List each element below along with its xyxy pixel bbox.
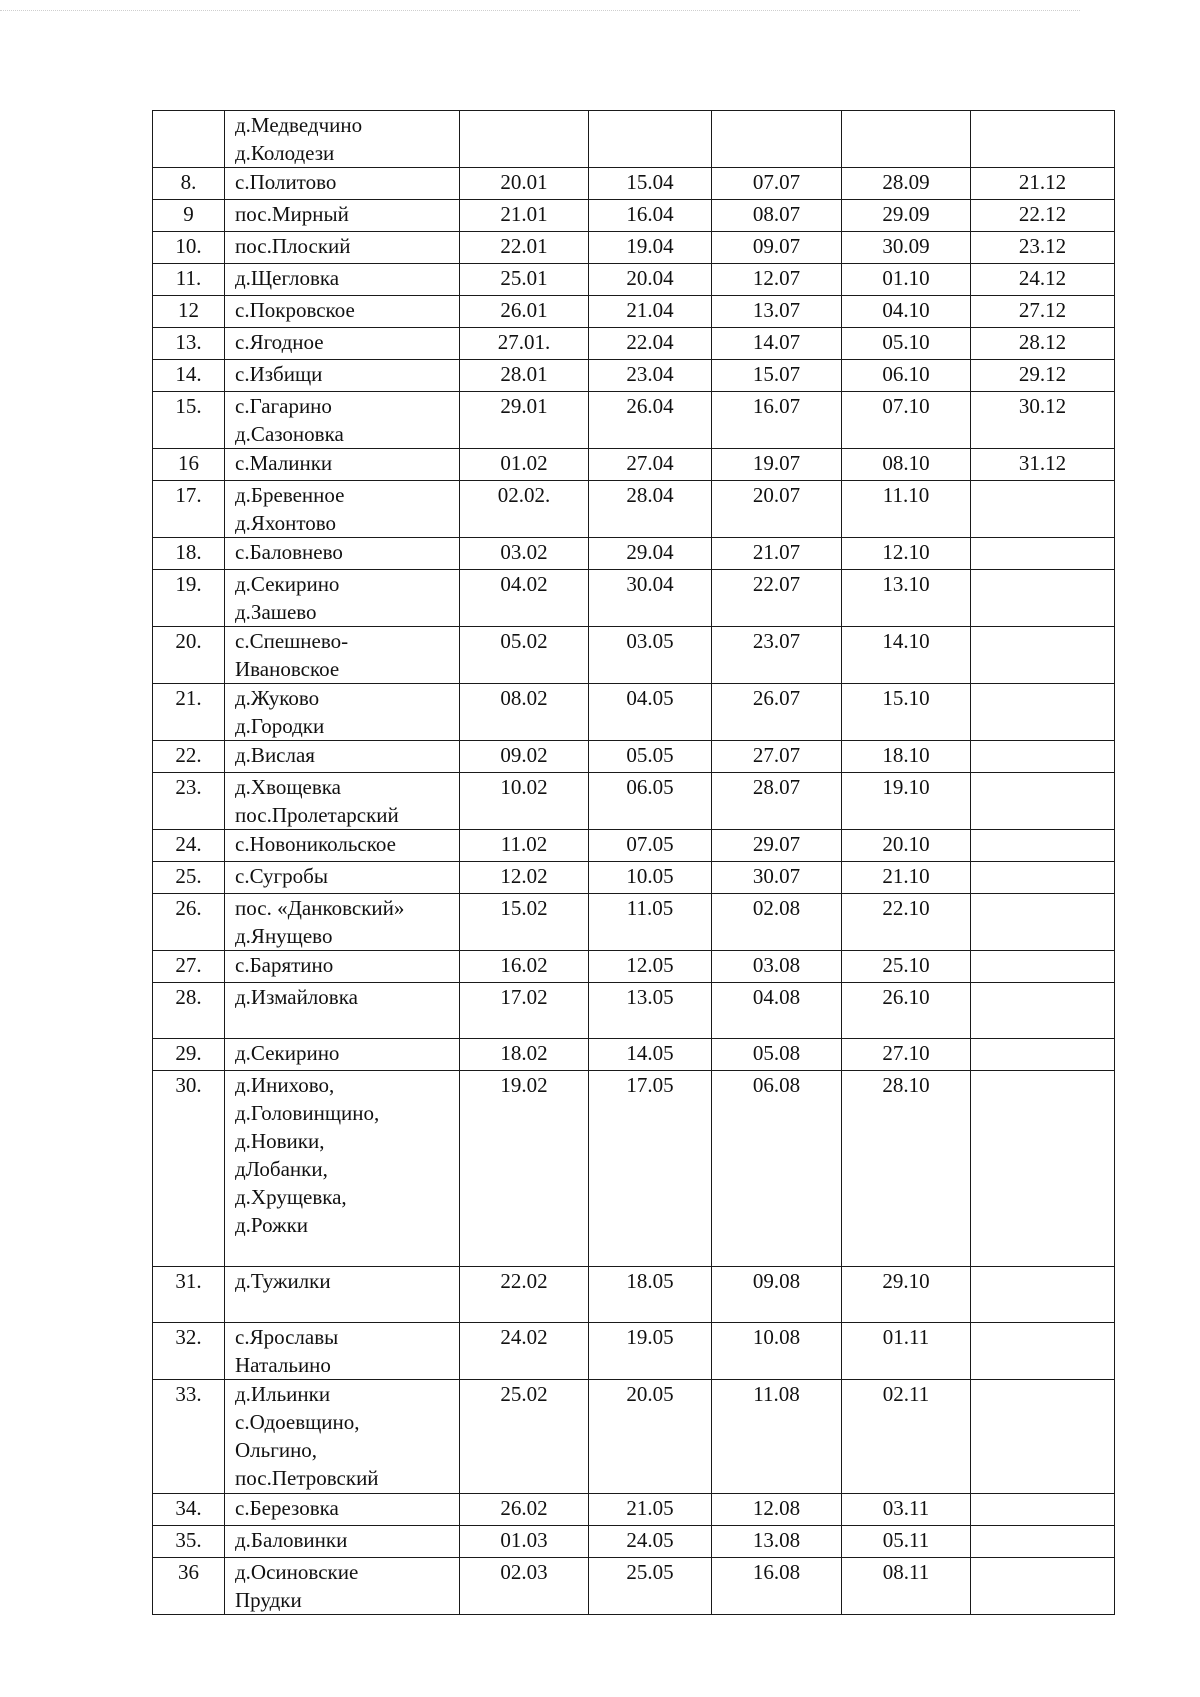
date-cell: 11.10 [842,481,971,538]
date-cell: 29.01 [460,392,589,449]
date-cell: 13.10 [842,570,971,627]
settlement-name: д.Ильинки [235,1382,331,1406]
date-cell: 10.05 [589,862,712,894]
date-cell: 01.03 [460,1526,589,1558]
row-number: 8. [153,168,225,200]
date-cell: 01.10 [842,264,971,296]
date-cell: 06.05 [589,773,712,830]
settlement-cell [225,200,460,232]
table-row [153,392,1115,449]
date-cell: 22.10 [842,894,971,951]
date-cell: 19.02 [460,1071,589,1267]
settlement-cell [225,894,460,951]
settlement-name: с.Березовка [235,1496,339,1520]
table-row [153,111,1115,168]
date-cell [589,111,712,168]
settlement-name: д.Колодези [235,141,335,165]
date-cell: 09.08 [712,1267,842,1323]
date-cell: 17.05 [589,1071,712,1267]
date-cell: 29.12 [971,360,1115,392]
date-cell: 01.02 [460,449,589,481]
settlement-name: с.Барятино [235,953,334,977]
date-cell: 05.05 [589,741,712,773]
settlement-cell [225,1323,460,1380]
settlement-name: д.Сазоновка [235,422,344,446]
date-cell: 28.09 [842,168,971,200]
date-cell: 05.11 [842,1526,971,1558]
date-cell: 16.07 [712,392,842,449]
settlement-name: д.Зашево [235,600,317,624]
date-cell: 07.07 [712,168,842,200]
settlement-name: д.Хрущевка, [235,1185,347,1209]
settlement-cell [225,773,460,830]
date-cell: 20.01 [460,168,589,200]
settlement-cell [225,1267,460,1323]
date-cell [971,830,1115,862]
date-cell [971,894,1115,951]
row-number: 25. [153,862,225,894]
table-row [153,1323,1115,1380]
date-cell: 14.05 [589,1039,712,1071]
row-number: 12 [153,296,225,328]
row-number: 22. [153,741,225,773]
settlement-name: пос.Петровский [235,1466,379,1490]
settlement-name: д.Новики, [235,1129,325,1153]
settlement-name: с.Сугробы [235,864,328,888]
settlement-name: д.Секирино [235,572,340,596]
date-cell [971,481,1115,538]
settlement-name: с.Спешнево- [235,629,349,653]
row-number: 18. [153,538,225,570]
date-cell: 18.02 [460,1039,589,1071]
settlement-name: дЛобанки, [235,1157,328,1181]
date-cell: 04.05 [589,684,712,741]
row-number: 30. [153,1071,225,1267]
settlement-cell [225,951,460,983]
settlement-cell [225,862,460,894]
settlement-cell [225,360,460,392]
date-cell: 26.02 [460,1494,589,1526]
date-cell: 16.08 [712,1558,842,1615]
row-number: 35. [153,1526,225,1558]
date-cell: 08.07 [712,200,842,232]
date-cell: 29.04 [589,538,712,570]
row-number: 31. [153,1267,225,1323]
date-cell: 06.10 [842,360,971,392]
row-number: 32. [153,1323,225,1380]
date-cell: 20.10 [842,830,971,862]
row-number: 17. [153,481,225,538]
date-cell: 13.05 [589,983,712,1039]
date-cell: 21.01 [460,200,589,232]
date-cell: 21.05 [589,1494,712,1526]
table-row [153,951,1115,983]
settlement-name: с.Ягодное [235,330,324,354]
date-cell: 03.05 [589,627,712,684]
table-row [153,538,1115,570]
row-number [153,111,225,168]
date-cell: 03.11 [842,1494,971,1526]
date-cell: 27.01. [460,328,589,360]
settlement-name: пос. «Данковский» [235,896,405,920]
date-cell: 07.05 [589,830,712,862]
table-row [153,894,1115,951]
date-cell: 27.10 [842,1039,971,1071]
settlement-name: с.Покровское [235,298,355,322]
table-row [153,983,1115,1039]
table-row [153,1558,1115,1615]
row-number: 19. [153,570,225,627]
table-row [153,481,1115,538]
date-cell: 02.08 [712,894,842,951]
date-cell: 25.02 [460,1380,589,1494]
settlement-name: с.Гагарино [235,394,332,418]
date-cell: 28.10 [842,1071,971,1267]
date-cell: 05.02 [460,627,589,684]
date-cell: 24.12 [971,264,1115,296]
date-cell [971,1558,1115,1615]
table-row [153,773,1115,830]
date-cell [971,684,1115,741]
settlement-cell [225,570,460,627]
date-cell: 29.09 [842,200,971,232]
row-number: 15. [153,392,225,449]
row-number: 9 [153,200,225,232]
settlement-cell [225,392,460,449]
settlement-name: Натальино [235,1353,331,1377]
settlement-name: с.Одоевщино, [235,1410,360,1434]
date-cell [842,111,971,168]
table-row [153,360,1115,392]
date-cell: 02.02. [460,481,589,538]
date-cell: 10.02 [460,773,589,830]
table-row [153,264,1115,296]
date-cell: 29.10 [842,1267,971,1323]
table-row [153,627,1115,684]
settlement-name: д.Вислая [235,743,315,767]
row-number: 36 [153,1558,225,1615]
date-cell: 08.10 [842,449,971,481]
settlement-name: пос.Пролетарский [235,803,399,827]
date-cell: 26.01 [460,296,589,328]
date-cell: 12.02 [460,862,589,894]
date-cell: 18.10 [842,741,971,773]
row-number: 34. [153,1494,225,1526]
date-cell: 28.07 [712,773,842,830]
row-number: 24. [153,830,225,862]
date-cell: 08.02 [460,684,589,741]
row-number: 21. [153,684,225,741]
settlement-name: д.Жуково [235,686,320,710]
date-cell: 11.05 [589,894,712,951]
settlement-name: д.Бревенное [235,483,345,507]
date-cell [971,862,1115,894]
row-number: 14. [153,360,225,392]
table-row [153,1494,1115,1526]
row-number: 11. [153,264,225,296]
table-row [153,862,1115,894]
settlement-cell [225,1494,460,1526]
table-row [153,570,1115,627]
table-row [153,1380,1115,1494]
date-cell: 20.04 [589,264,712,296]
table-row [153,1267,1115,1323]
row-number: 10. [153,232,225,264]
date-cell: 30.07 [712,862,842,894]
settlement-cell [225,830,460,862]
settlement-cell [225,1526,460,1558]
settlement-cell [225,1071,460,1267]
date-cell: 22.01 [460,232,589,264]
row-number: 20. [153,627,225,684]
date-cell: 06.08 [712,1071,842,1267]
date-cell: 13.08 [712,1526,842,1558]
date-cell: 19.07 [712,449,842,481]
settlement-name: д.Рожки [235,1213,309,1237]
date-cell: 27.04 [589,449,712,481]
date-cell: 23.04 [589,360,712,392]
date-cell: 12.10 [842,538,971,570]
settlement-cell [225,1380,460,1494]
date-cell: 22.02 [460,1267,589,1323]
settlement-name: Прудки [235,1588,302,1612]
settlement-name: д.Щегловка [235,266,340,290]
table-row [153,200,1115,232]
date-cell: 07.10 [842,392,971,449]
table-row [153,168,1115,200]
settlement-cell [225,1558,460,1615]
table-row [153,1039,1115,1071]
date-cell [971,627,1115,684]
date-cell: 15.10 [842,684,971,741]
settlement-name: с.Новоникольское [235,832,396,856]
date-cell: 29.07 [712,830,842,862]
settlement-name: пос.Мирный [235,202,349,226]
settlement-cell [225,538,460,570]
date-cell: 01.11 [842,1323,971,1380]
row-number: 33. [153,1380,225,1494]
settlement-name: д.Медведчино [235,113,363,137]
date-cell [971,773,1115,830]
date-cell [971,951,1115,983]
settlement-name: д.Хвощевка [235,775,341,799]
date-cell: 24.02 [460,1323,589,1380]
collection-schedule-table [152,110,1115,1615]
row-number: 27. [153,951,225,983]
date-cell: 15.04 [589,168,712,200]
date-cell: 05.08 [712,1039,842,1071]
row-number: 29. [153,1039,225,1071]
date-cell: 30.12 [971,392,1115,449]
date-cell: 28.04 [589,481,712,538]
settlement-cell [225,264,460,296]
date-cell [971,111,1115,168]
date-cell: 03.08 [712,951,842,983]
date-cell: 18.05 [589,1267,712,1323]
settlement-name: с.Ярославы [235,1325,339,1349]
table-row [153,328,1115,360]
settlement-cell [225,328,460,360]
date-cell [460,111,589,168]
settlement-name: Ивановское [235,657,340,681]
table-row [153,1526,1115,1558]
date-cell: 27.12 [971,296,1115,328]
date-cell: 22.04 [589,328,712,360]
date-cell: 30.04 [589,570,712,627]
date-cell: 23.12 [971,232,1115,264]
date-cell: 28.12 [971,328,1115,360]
date-cell: 30.09 [842,232,971,264]
date-cell: 25.10 [842,951,971,983]
date-cell: 20.07 [712,481,842,538]
settlement-cell [225,627,460,684]
table-row [153,449,1115,481]
date-cell: 27.07 [712,741,842,773]
date-cell: 12.05 [589,951,712,983]
date-cell: 26.04 [589,392,712,449]
date-cell: 16.02 [460,951,589,983]
row-number: 26. [153,894,225,951]
settlement-name: с.Избищи [235,362,323,386]
date-cell: 22.12 [971,200,1115,232]
settlement-cell [225,449,460,481]
date-cell [971,741,1115,773]
settlement-name: д.Инихово, [235,1073,335,1097]
date-cell: 05.10 [842,328,971,360]
date-cell: 25.05 [589,1558,712,1615]
date-cell: 21.07 [712,538,842,570]
settlement-name: д.Головинщино, [235,1101,380,1125]
date-cell: 16.04 [589,200,712,232]
date-cell: 28.01 [460,360,589,392]
date-cell: 15.07 [712,360,842,392]
date-cell: 14.07 [712,328,842,360]
date-cell: 11.02 [460,830,589,862]
settlement-cell [225,168,460,200]
date-cell: 19.10 [842,773,971,830]
date-cell [971,983,1115,1039]
date-cell [971,1267,1115,1323]
date-cell [971,570,1115,627]
settlement-name: д.Баловинки [235,1528,348,1552]
settlement-name: д.Осиновские [235,1560,359,1584]
date-cell [971,1071,1115,1267]
date-cell [971,1039,1115,1071]
date-cell: 13.07 [712,296,842,328]
date-cell: 15.02 [460,894,589,951]
settlement-cell [225,983,460,1039]
date-cell: 12.07 [712,264,842,296]
settlement-name: Ольгино, [235,1438,318,1462]
settlement-name: с.Баловнево [235,540,343,564]
date-cell: 26.10 [842,983,971,1039]
date-cell: 04.02 [460,570,589,627]
settlement-cell [225,111,460,168]
date-cell: 19.05 [589,1323,712,1380]
settlement-name: с.Малинки [235,451,333,475]
settlement-cell [225,1039,460,1071]
date-cell: 17.02 [460,983,589,1039]
schedule-rows [153,111,1115,1615]
date-cell [971,1323,1115,1380]
date-cell: 08.11 [842,1558,971,1615]
date-cell: 24.05 [589,1526,712,1558]
date-cell: 14.10 [842,627,971,684]
date-cell: 09.07 [712,232,842,264]
settlement-name: д.Городки [235,714,325,738]
row-number: 16 [153,449,225,481]
date-cell: 23.07 [712,627,842,684]
settlement-name: д.Яхонтово [235,511,337,535]
date-cell: 04.10 [842,296,971,328]
date-cell: 21.12 [971,168,1115,200]
date-cell [971,538,1115,570]
settlement-cell [225,684,460,741]
settlement-cell [225,296,460,328]
table-row [153,830,1115,862]
date-cell: 31.12 [971,449,1115,481]
row-number: 23. [153,773,225,830]
date-cell: 02.11 [842,1380,971,1494]
date-cell: 21.04 [589,296,712,328]
date-cell: 10.08 [712,1323,842,1380]
row-number: 28. [153,983,225,1039]
date-cell: 20.05 [589,1380,712,1494]
table-row [153,741,1115,773]
table-row [153,1071,1115,1267]
settlement-cell [225,232,460,264]
scan-edge-line [0,10,1080,11]
settlement-name: д.Измайловка [235,985,358,1009]
date-cell: 21.10 [842,862,971,894]
settlement-name: д.Тужилки [235,1269,331,1293]
settlement-name: с.Политово [235,170,337,194]
date-cell: 04.08 [712,983,842,1039]
settlement-name: д.Секирино [235,1041,340,1065]
date-cell: 03.02 [460,538,589,570]
date-cell: 11.08 [712,1380,842,1494]
settlement-cell [225,481,460,538]
date-cell: 26.07 [712,684,842,741]
table-row [153,684,1115,741]
row-number: 13. [153,328,225,360]
date-cell: 25.01 [460,264,589,296]
table-row [153,232,1115,264]
settlement-cell [225,741,460,773]
settlement-name: д.Янущево [235,924,333,948]
date-cell: 12.08 [712,1494,842,1526]
date-cell: 02.03 [460,1558,589,1615]
date-cell: 09.02 [460,741,589,773]
date-cell [971,1494,1115,1526]
date-cell: 19.04 [589,232,712,264]
date-cell [971,1526,1115,1558]
table-row [153,296,1115,328]
date-cell [971,1380,1115,1494]
date-cell [712,111,842,168]
date-cell: 22.07 [712,570,842,627]
settlement-name: пос.Плоский [235,234,351,258]
